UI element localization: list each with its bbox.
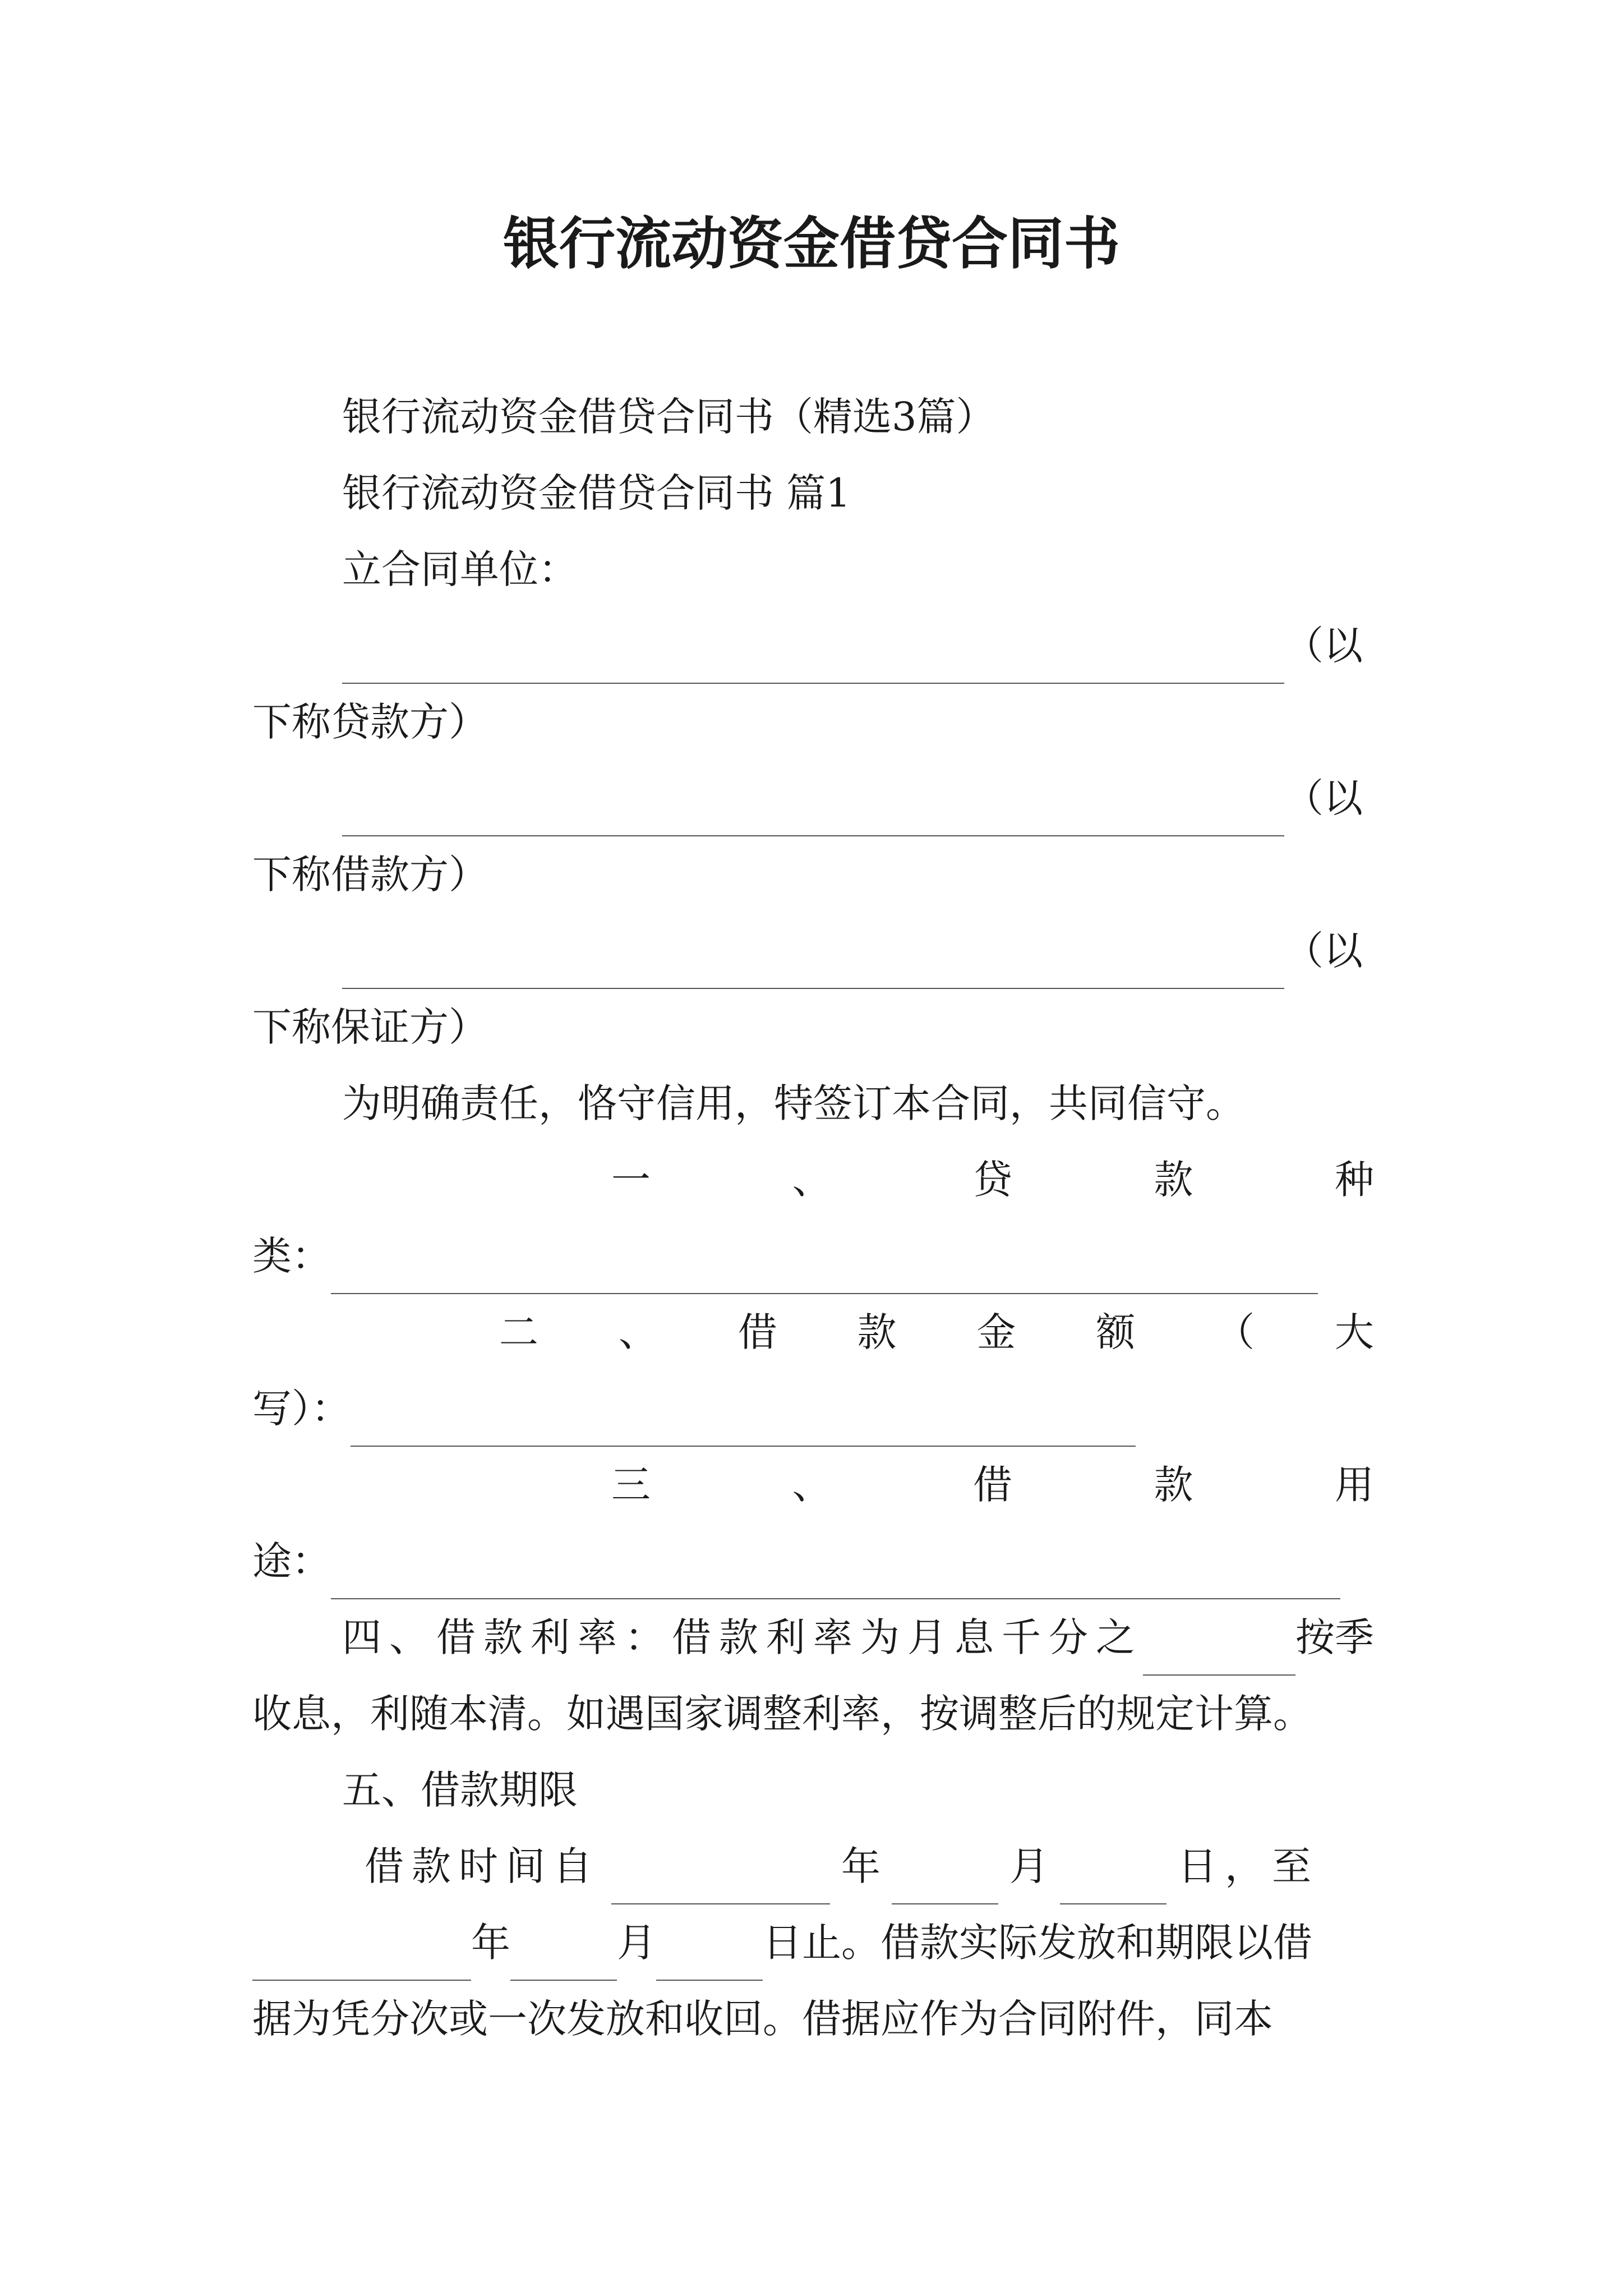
clause5-head: 五、借款期限 xyxy=(342,1767,578,1813)
clause3-line xyxy=(252,1447,1374,1523)
clause2-line xyxy=(252,1294,1374,1370)
clause4-cont: 收息，利随本清。如遇国家调整利率，按调整后的规定计算。 xyxy=(252,1691,1312,1737)
party3-line xyxy=(252,913,1374,989)
party2-tail: （以 xyxy=(1284,775,1363,821)
clause5-line1-b: 年 xyxy=(841,1843,880,1889)
party2-line xyxy=(252,760,1374,836)
start-year-blank xyxy=(611,1856,830,1904)
interest-rate-blank xyxy=(1143,1627,1295,1676)
clause1-part: 贷 xyxy=(973,1157,1012,1203)
party3-blank xyxy=(342,941,1284,989)
purpose-statement: 为明确责任，恪守信用，特签订本合同，共同信守。 xyxy=(342,1080,1245,1126)
party3-cont: 下称保证方） xyxy=(252,1004,488,1050)
clause2-cont-line xyxy=(252,1370,1374,1447)
clause1-part: 款 xyxy=(1154,1157,1193,1203)
clause3-part: 、 xyxy=(792,1462,832,1508)
clause2-part: 、 xyxy=(618,1309,658,1355)
start-month-blank xyxy=(892,1856,998,1904)
parties-label: 立合同单位： xyxy=(342,546,578,592)
clause2-part: 金 xyxy=(976,1309,1016,1355)
clause5-line3: 据为凭分次或一次发放和收回。借据应作为合同附件，同本 xyxy=(252,1996,1273,2042)
clause3-cont: 途： xyxy=(252,1538,331,1584)
clause5-line1-c: 月 xyxy=(1009,1843,1049,1889)
clause3-part: 用 xyxy=(1335,1462,1374,1508)
loan-type-blank xyxy=(331,1246,1318,1294)
loan-purpose-blank xyxy=(331,1551,1340,1599)
clause2-part: （ xyxy=(1215,1309,1255,1355)
document-body xyxy=(252,379,1374,2057)
party2-cont: 下称借款方） xyxy=(252,852,488,898)
clause4-tail: 按季 xyxy=(1295,1614,1374,1660)
clause4-line xyxy=(252,1599,1374,1676)
clause3-part: 借 xyxy=(973,1462,1012,1508)
clause2-part: 二 xyxy=(499,1309,538,1355)
section-heading: 银行流动资金借贷合同书 篇1 xyxy=(342,470,851,516)
party1-blank xyxy=(342,636,1284,684)
clause5-line2-a: 年 xyxy=(471,1920,510,1966)
clause3-part: 三 xyxy=(611,1462,651,1508)
clause5-line1-a: 借款时间自 xyxy=(365,1843,600,1889)
clause1-part: 一 xyxy=(611,1157,651,1203)
clause2-cont: 写）： xyxy=(252,1386,351,1432)
party2-blank xyxy=(342,788,1284,836)
clause3-cont-line xyxy=(252,1523,1374,1599)
end-month-blank xyxy=(510,1932,617,1981)
clause5-line1 xyxy=(252,1828,1374,1904)
loan-amount-blank xyxy=(351,1398,1136,1447)
clause1-part: 、 xyxy=(792,1157,832,1203)
end-year-blank xyxy=(252,1932,471,1981)
clause5-line2 xyxy=(252,1904,1374,1981)
clause2-part: 额 xyxy=(1096,1309,1136,1355)
clause1-cont-line xyxy=(252,1218,1374,1294)
clause5-line2-c: 日止。借款实际发放和期限以借 xyxy=(763,1920,1312,1966)
clause5-line2-b: 月 xyxy=(617,1920,656,1966)
clause3-part: 款 xyxy=(1154,1462,1193,1508)
party1-cont: 下称贷款方） xyxy=(252,699,488,745)
party3-tail: （以 xyxy=(1284,928,1363,974)
clause1-line xyxy=(252,1142,1374,1218)
end-day-blank xyxy=(656,1932,763,1981)
start-day-blank xyxy=(1060,1856,1166,1904)
clause2-part: 大 xyxy=(1334,1309,1374,1355)
party1-tail: （以 xyxy=(1284,623,1363,669)
clause2-part: 借 xyxy=(737,1309,777,1355)
subtitle: 银行流动资金借贷合同书（精选3篇） xyxy=(342,394,995,440)
document-title: 银行流动资金借贷合同书 xyxy=(503,211,1120,277)
clause2-part: 款 xyxy=(857,1309,897,1355)
party1-line xyxy=(252,608,1374,684)
clause4-head: 四、借款利率：借款利率为月息千分之 xyxy=(342,1614,1143,1660)
clause5-line1-d: 日，至 xyxy=(1178,1843,1319,1889)
clause1-part: 种 xyxy=(1335,1157,1374,1203)
clause1-cont: 类： xyxy=(252,1233,331,1279)
